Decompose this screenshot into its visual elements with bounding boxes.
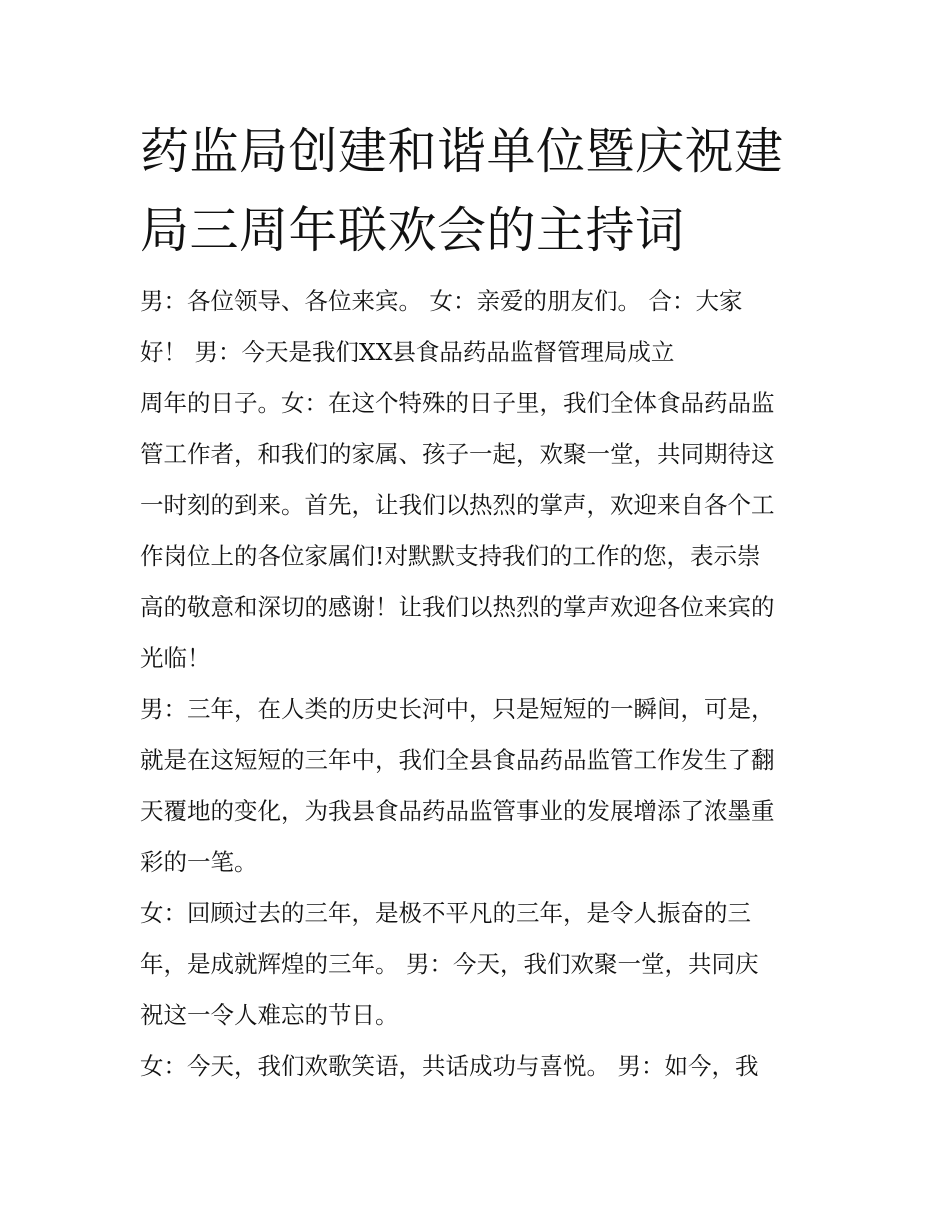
text-line: 祝这一令人难忘的节日。 <box>140 1001 399 1029</box>
text-line: 男：三年，在人类的历史长河中，只是短短的一瞬间，可是， <box>140 695 775 723</box>
text-line: 就是在这短短的三年中，我们全县食品药品监管工作发生了翻 <box>140 746 775 774</box>
text-line: 一时刻的到来。首先，让我们以热烈的掌声，欢迎来自各个工 <box>140 491 775 519</box>
text-line: 男：各位领导、各位来宾。 女：亲爱的朋友们。 合：大家 <box>140 287 743 315</box>
document-body <box>140 276 830 1092</box>
text-line: 作岗位上的各位家属们!对默默支持我们的工作的您，表示崇 <box>140 542 761 570</box>
text-line: 高的敬意和深切的感谢！让我们以热烈的掌声欢迎各位来宾的 <box>140 593 775 621</box>
text-line: 光临！ <box>140 644 211 672</box>
text-line: 女：今天，我们欢歌笑语，共话成功与喜悦。 男：如今，我 <box>140 1052 759 1080</box>
text-line: 好！ 男：今天是我们XX县食品药品监督管理局成立 <box>140 338 675 366</box>
text-line: 彩的一笔。 <box>140 848 258 876</box>
text-line: 管工作者，和我们的家属、孩子一起，欢聚一堂，共同期待这 <box>140 440 775 468</box>
text-line: 女：回顾过去的三年，是极不平凡的三年，是令人振奋的三 <box>140 899 751 927</box>
text-line: 周年的日子。女：在这个特殊的日子里，我们全体食品药品监 <box>140 389 775 417</box>
text-line: 天覆地的变化，为我县食品药品监管事业的发展增添了浓墨重 <box>140 797 775 825</box>
title-line: 局三周年联欢会的主持词 <box>140 202 685 259</box>
title-line: 药监局创建和谐单位暨庆祝建 <box>140 123 784 180</box>
text-line: 年，是成就辉煌的三年。 男：今天，我们欢聚一堂，共同庆 <box>140 950 759 978</box>
document-title <box>140 112 820 270</box>
